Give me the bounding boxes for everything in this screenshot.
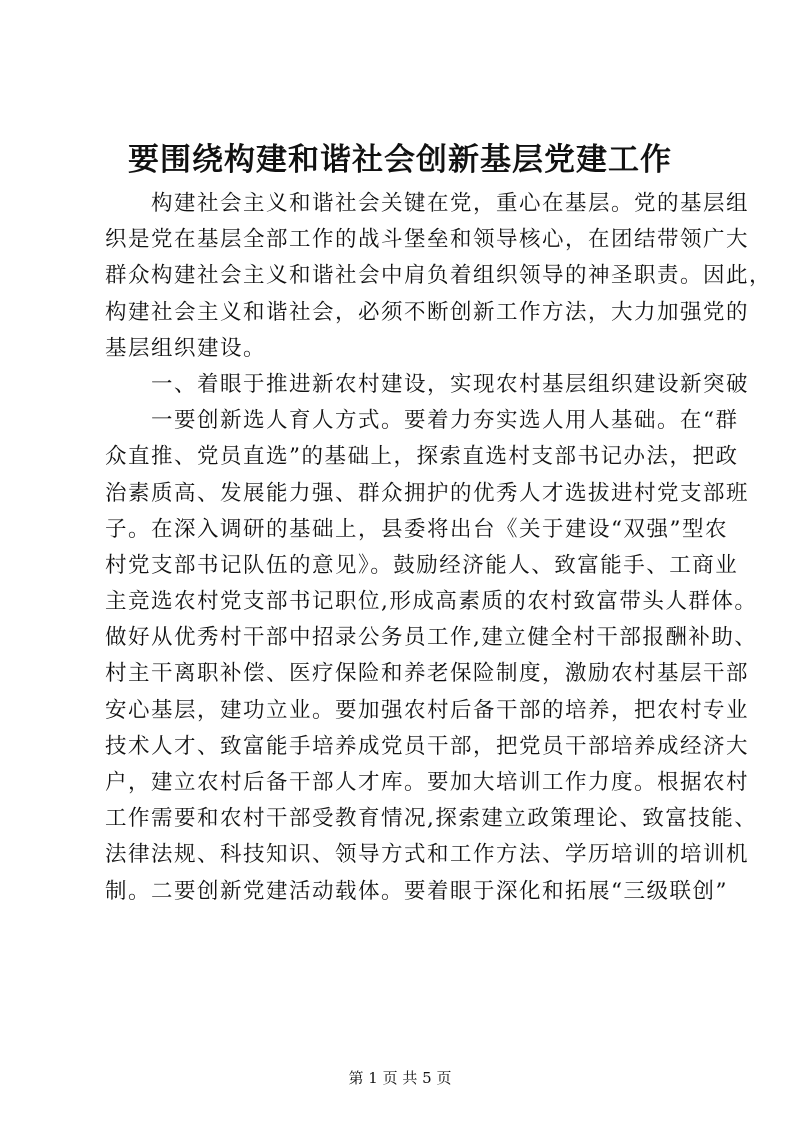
body-text-line: 群众构建社会主义和谐社会中肩负着组织领导的神圣职责。因此， (105, 263, 773, 289)
body-text-line: 安心基层，建功立业。要加强农村后备干部的培养，把农村专业 (105, 697, 750, 723)
body-text-line: 织是党在基层全部工作的战斗堡垒和领导核心，在团结带领广大 (105, 227, 750, 253)
body-text-line: 一、着眼于推进新农村建设，实现农村基层组织建设新突破 (105, 371, 750, 397)
body-text-line: 工作需要和农村干部受教育情况,探索建立政策理论、致富技能、 (105, 806, 758, 832)
body-text-line: 村主干离职补偿、医疗保险和养老保险制度，激励农村基层干部 (105, 661, 750, 687)
body-text-line: 一要创新选人育人方式。要着力夯实选人用人基础。在“群 (105, 408, 739, 434)
body-text-line: 治素质高、发展能力强、群众拥护的优秀人才选拔进村党支部班 (105, 480, 750, 506)
body-text-line: 法律法规、科技知识、领导方式和工作方法、学历培训的培训机 (105, 842, 750, 868)
body-text-line: 主竞选农村党支部书记职位,形成高素质的农村致富带头人群体。 (105, 589, 758, 615)
body-text-line: 众直推、党员直选”的基础上，探索直选村支部书记办法，把政 (105, 444, 739, 470)
body-text-line: 技术人才、致富能手培养成党员干部，把党员干部培养成经济大 (105, 733, 750, 759)
body-text-line: 构建社会主义和谐社会关键在党，重心在基层。党的基层组 (105, 191, 750, 216)
body-text-line: 制。二要创新党建活动载体。要着眼于深化和拓展“三级联创” (105, 878, 728, 904)
body-text-line: 户，建立农村后备干部人才库。要加大培训工作力度。根据农村 (105, 770, 750, 795)
page-footer: 第 1 页 共 5 页 (348, 1069, 452, 1087)
body-text-line: 子。在深入调研的基础上，县委将出台《关于建设“双强”型农 (105, 516, 728, 542)
body-text-line: 构建社会主义和谐社会，必须不断创新工作方法，大力加强党的 (105, 299, 750, 325)
document-body (105, 186, 773, 910)
document-title: 要围绕构建和谐社会创新基层党建工作 (128, 142, 672, 178)
body-text-line: 基层组织建设。 (105, 335, 267, 361)
body-text-line: 做好从优秀村干部中招录公务员工作,建立健全村干部报酬补助、 (105, 625, 758, 651)
body-text-line: 村党支部书记队伍的意见》。鼓励经济能人、致富能手、工商业 (105, 552, 739, 578)
